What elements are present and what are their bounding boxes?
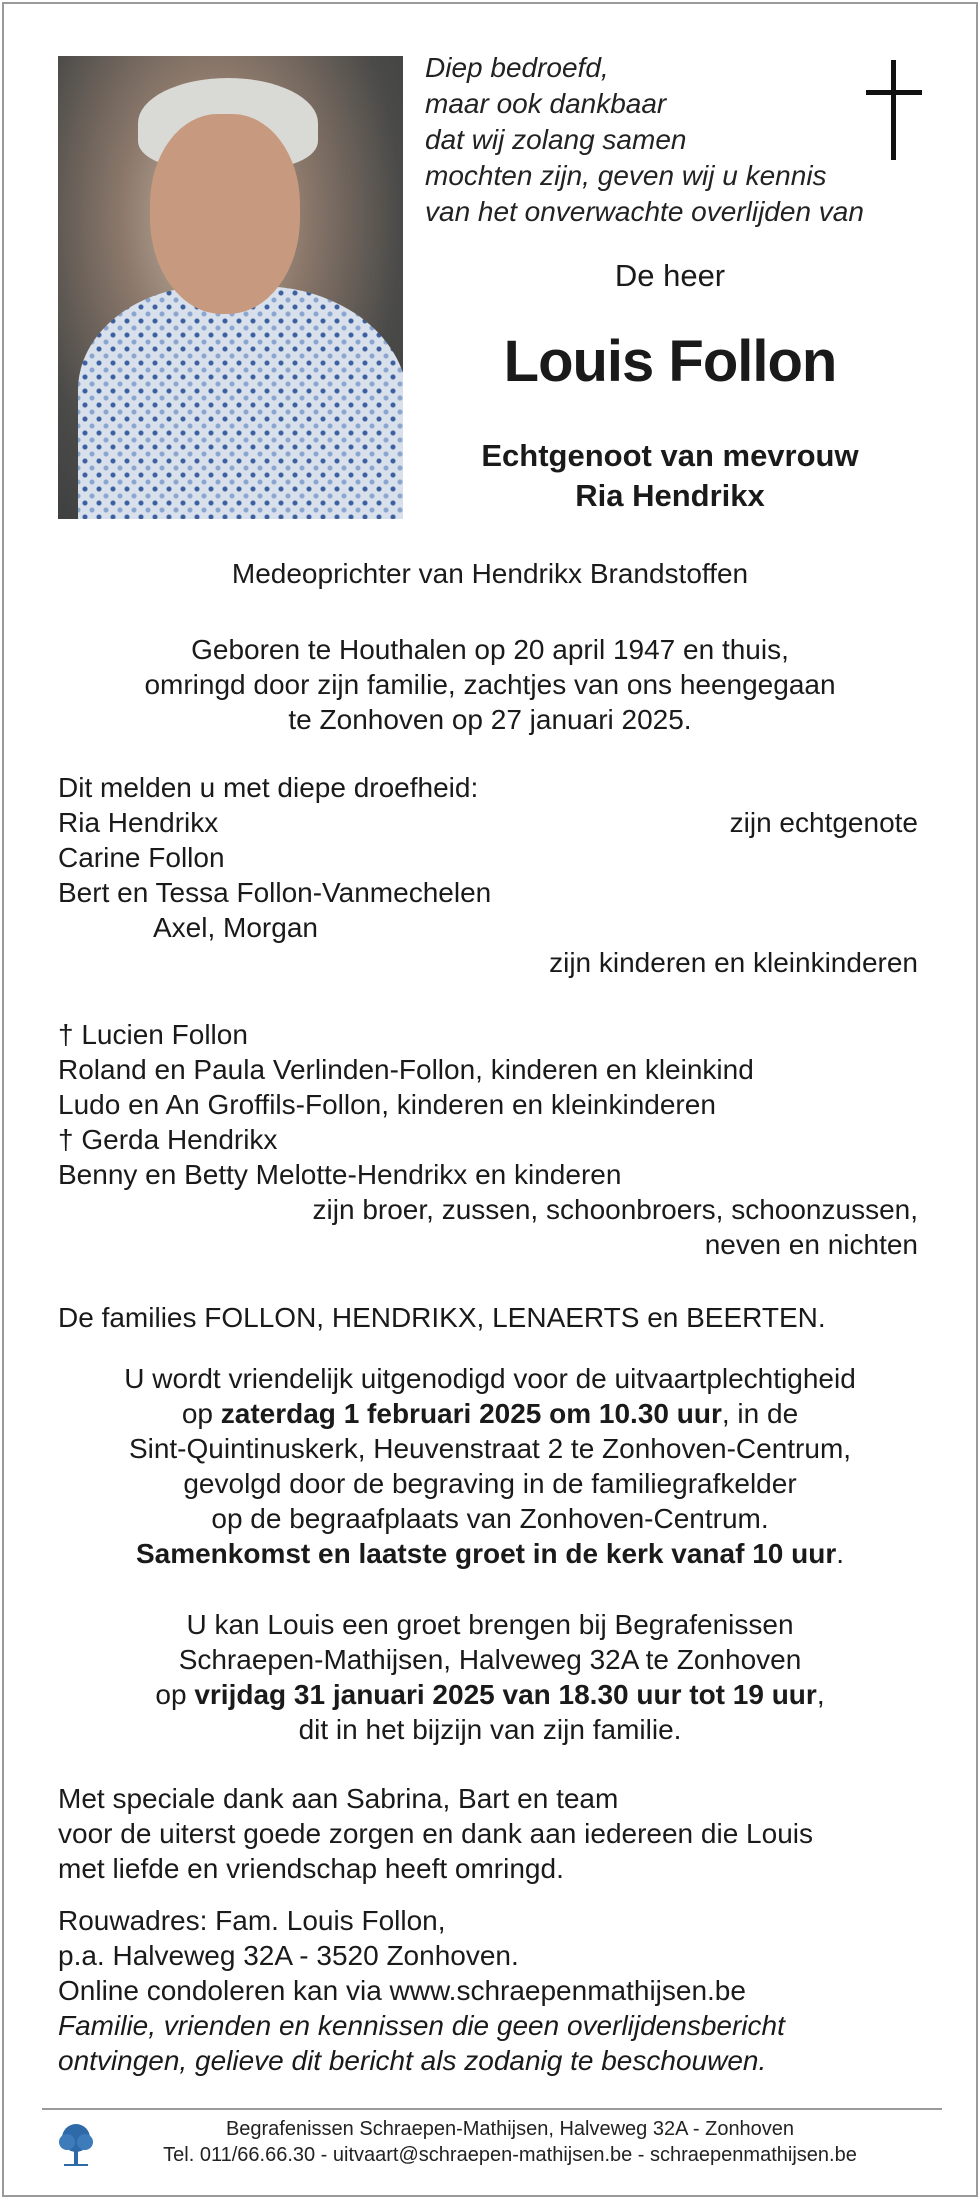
intro-line: mochten zijn, geven wij u kennis xyxy=(425,160,827,191)
siblings-role: zijn broer, zussen, schoonbroers, schoonzussen, xyxy=(312,1194,918,1225)
gathering-line: Samenkomst en laatste groet in de kerk vanaf 10 uur. xyxy=(135,1538,845,1569)
thanks-text xyxy=(58,1781,922,1886)
visit-info xyxy=(58,1607,922,1747)
funeral-line: U wordt vriendelijk uitgenodigd voor de uitvaartplechtigheid xyxy=(124,1363,856,1394)
sibling-line: Roland en Paula Verlinden-Follon, kinderen en kleinkind xyxy=(58,1054,754,1085)
funeral-home-footer xyxy=(100,2116,920,2168)
notice-line: Familie, vrienden en kennissen die geen overlijdensbericht xyxy=(58,2010,785,2041)
birth-line: Geboren te Houthalen op 20 april 1947 en thuis, xyxy=(191,634,789,665)
visit-line: Schraepen-Mathijsen, Halveweg 32A te Zonhoven xyxy=(178,1644,802,1675)
birth-line: te Zonhoven op 27 januari 2025. xyxy=(288,704,692,735)
notice-line: ontvingen, gelieve dit bericht als zodanig te beschouwen. xyxy=(58,2045,767,2076)
tree-logo-icon xyxy=(56,2122,96,2168)
siblings-role: neven en nichten xyxy=(704,1229,918,1260)
portrait-photo xyxy=(58,56,403,519)
child-name: Carine Follon xyxy=(58,842,225,873)
address-line: p.a. Halveweg 32A - 3520 Zonhoven. xyxy=(58,1940,519,1971)
funeral-date-line: op zaterdag 1 februari 2025 om 10.30 uur, in de xyxy=(181,1398,799,1429)
intro-line: Diep bedroefd, xyxy=(425,52,609,83)
address-block xyxy=(58,1903,922,2078)
child-name: Bert en Tessa Follon-Vanmechelen xyxy=(58,877,492,908)
spouse-info xyxy=(440,436,900,516)
visit-date: vrijdag 31 januari 2025 van 18.30 uur tot 19 uur xyxy=(194,1679,817,1710)
spouse-line: Echtgenoot van mevrouw xyxy=(481,438,859,473)
wife-role: zijn echtgenote xyxy=(729,807,918,838)
funeral-line: gevolgd door de begraving in de familiegrafkelder xyxy=(183,1468,797,1499)
thanks-line: voor de uiterst goede zorgen en dank aan iedereen die Louis xyxy=(58,1818,813,1849)
wife-name: Ria Hendrikx xyxy=(58,807,219,838)
intro-line: dat wij zolang samen xyxy=(425,124,687,155)
footer-contact: Tel. 011/66.66.30 - uitvaart@schraepen-mathijsen.be - schraepenmathijsen.be xyxy=(163,2144,857,2166)
visit-line: dit in het bijzijn van zijn familie. xyxy=(298,1714,682,1745)
wife-row xyxy=(58,805,922,840)
visit-line: U kan Louis een groet brengen bij Begrafenissen xyxy=(186,1609,794,1640)
cofounder-line: Medeoprichter van Hendrikx Brandstoffen xyxy=(231,558,749,589)
grandchildren-names: Axel, Morgan xyxy=(153,912,318,943)
intro-line: maar ook dankbaar xyxy=(425,88,667,119)
funeral-date: zaterdag 1 februari 2025 om 10.30 uur xyxy=(220,1398,722,1429)
funeral-line: Sint-Quintinuskerk, Heuvenstraat 2 te Zonhoven-Centrum, xyxy=(128,1433,852,1464)
salutation: De heer xyxy=(614,258,726,293)
portrait-face xyxy=(150,114,300,314)
gathering-time: Samenkomst en laatste groet in de kerk vanaf 10 uur xyxy=(135,1538,837,1569)
footer-address: Begrafenissen Schraepen-Mathijsen, Halveweg 32A - Zonhoven xyxy=(225,2118,795,2140)
visit-date-line: op vrijdag 31 januari 2025 van 18.30 uur tot 19 uur, xyxy=(155,1679,825,1710)
condolence-line: Online condoleren kan via www.schraepenmathijsen.be xyxy=(58,1975,746,2006)
families-line: De families FOLLON, HENDRIKX, LENAERTS en BEERTEN. xyxy=(58,1302,826,1333)
funeral-info xyxy=(58,1361,922,1571)
address-line: Rouwadres: Fam. Louis Follon, xyxy=(58,1905,446,1936)
thanks-line: met liefde en vriendschap heeft omringd. xyxy=(58,1853,564,1884)
funeral-line: op de begraafplaats van Zonhoven-Centrum. xyxy=(211,1503,769,1534)
sibling-line: Benny en Betty Melotte-Hendrikx en kinderen xyxy=(58,1159,622,1190)
sibling-line: Ludo en An Groffils-Follon, kinderen en kleinkinderen xyxy=(58,1089,716,1120)
portrait-shirt xyxy=(78,286,403,519)
announce-heading: Dit melden u met diepe droefheid: xyxy=(58,772,479,803)
cross-icon xyxy=(866,60,922,160)
deceased-name: Louis Follon xyxy=(503,329,837,394)
birth-line: omringd door zijn familie, zachtjes van ons heengegaan xyxy=(144,669,836,700)
family-list xyxy=(58,770,922,980)
thanks-line: Met speciale dank aan Sabrina, Bart en team xyxy=(58,1783,619,1814)
sibling-line: † Lucien Follon xyxy=(58,1019,248,1050)
birth-info xyxy=(58,632,922,737)
intro-line: van het onverwachte overlijden van xyxy=(425,196,864,227)
spouse-name: Ria Hendrikx xyxy=(575,478,765,513)
siblings-list xyxy=(58,1017,922,1262)
sibling-line: † Gerda Hendrikx xyxy=(58,1124,278,1155)
intro-text xyxy=(425,50,885,230)
footer-divider xyxy=(42,2108,942,2110)
children-role: zijn kinderen en kleinkinderen xyxy=(549,947,918,978)
